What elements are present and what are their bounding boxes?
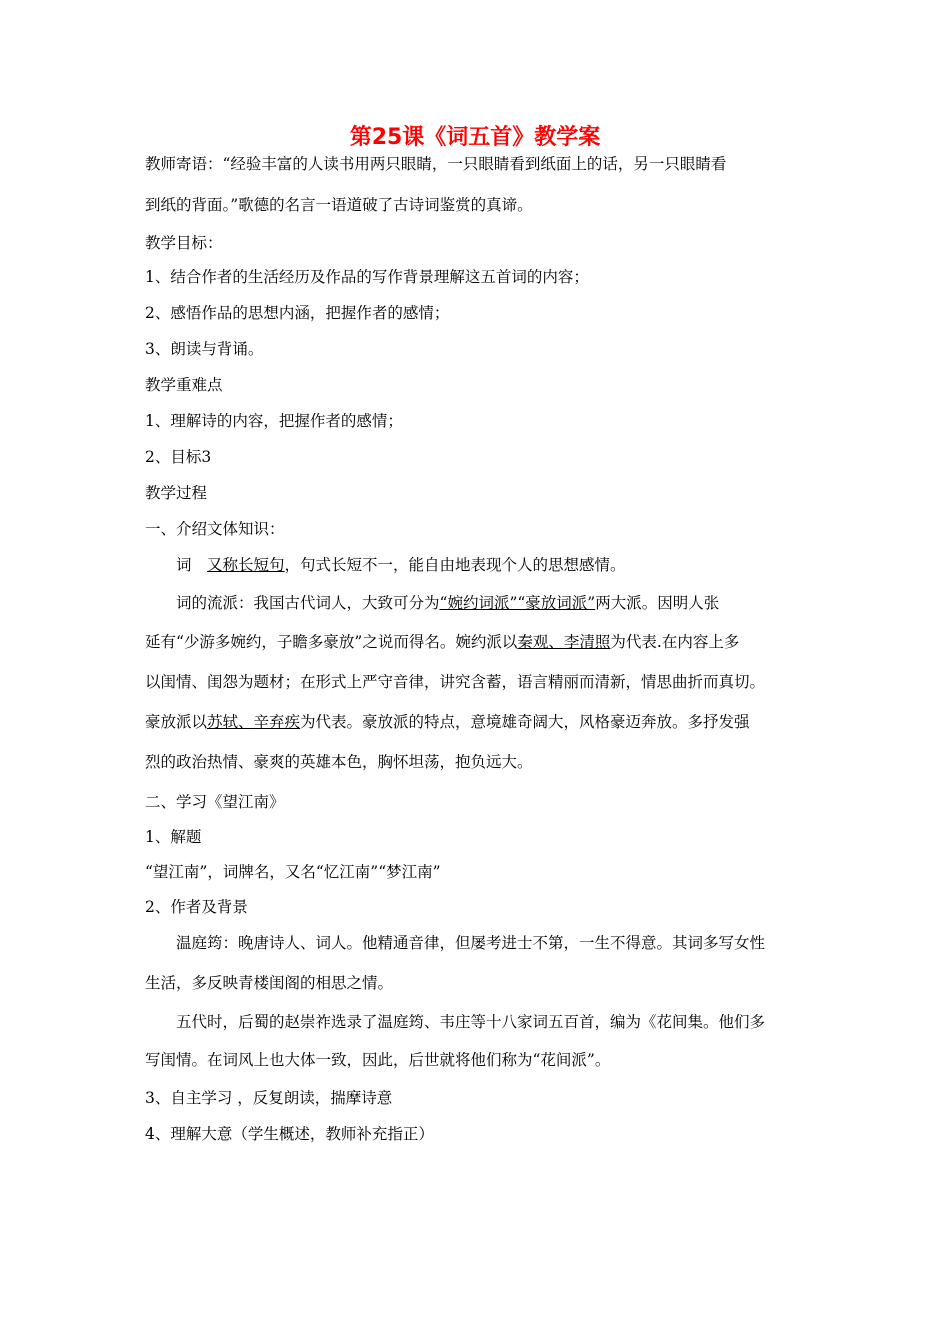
liupai-line-2 — [145, 632, 825, 652]
text-span: 词 — [176, 556, 208, 574]
text-line: “望江南”，词牌名，又名“忆江南”“梦江南” — [145, 863, 441, 881]
liupai-line-5: 烈的政治热情、豪爽的英雄本色，胸怀坦荡，抱负远大。 — [145, 753, 533, 771]
text-line: 4、理解大意（学生概述，教师补充指正） — [145, 1125, 434, 1143]
text-line: 3、自主学习 ，反复朗读，揣摩诗意 — [145, 1089, 393, 1107]
underlined-term: 又称长短句 — [207, 556, 285, 574]
text-line: 温庭筠：晚唐诗人、词人。他精通音律，但屡考进士不第，一生不得意。其词多写女性 — [176, 934, 766, 952]
text-line: 教学目标： — [145, 234, 223, 252]
liupai-line-4 — [145, 712, 825, 732]
underlined-term: 秦观、 — [517, 633, 564, 651]
text-line: 到纸的背面。”歌德的名言一语道破了古诗词鉴赏的真谛。 — [145, 196, 533, 214]
text-line: 2、目标3 — [145, 448, 212, 466]
text-line: 2、作者及背景 — [145, 898, 248, 916]
text-line: 1、结合作者的生活经历及作品的写作背景理解这五首词的内容； — [145, 268, 589, 286]
underlined-term: 辛弃疾 — [253, 713, 301, 731]
page-title: 第25课《词五首》教学案 — [349, 125, 601, 150]
text-line: 生活，多反映青楼闺阁的相思之情。 — [145, 974, 394, 992]
text-line: 教学重难点 — [145, 376, 223, 394]
text-span: 为代表。豪放派的特点，意境雄奇阔大，风格豪迈奔放。多抒发强 — [300, 713, 750, 731]
text-span: 延有“少游多婉约，子瞻多豪放”之说而得名。婉约派以 — [145, 633, 518, 651]
text-span: 豪放派以 — [145, 713, 208, 731]
text-line: 五代时，后蜀的赵崇祚选录了温庭筠、韦庄等十八家词五百首，编为《花间集。他们多 — [176, 1013, 766, 1031]
liupai-line-1 — [176, 593, 856, 613]
text-line: 1、解题 — [145, 828, 202, 846]
text-line: 教学过程 — [145, 484, 208, 502]
text-line: 写闺情。在词风上也大体一致，因此，后世就将他们称为“花间派”。 — [145, 1051, 611, 1069]
text-line: 1、理解诗的内容，把握作者的感情； — [145, 412, 403, 430]
text-span: 为代表.在内容上多 — [610, 633, 740, 651]
text-line: 一、介绍文体知识： — [145, 520, 285, 538]
text-span: 两大派。因明人张 — [595, 594, 720, 612]
underlined-term: 李清照 — [563, 633, 611, 651]
text-line: 教师寄语：“经验丰富的人读书用两只眼睛，一只眼睛看到纸面上的话，另一只眼睛看 — [145, 155, 727, 173]
underlined-term: “婉约词派”“豪放词派” — [439, 594, 596, 612]
text-span: ，句式长短不一，能自由地表现个人的思想感情。 — [284, 556, 626, 574]
underlined-term: 苏轼、 — [207, 713, 254, 731]
section-heading: 二、学习《望江南》 — [145, 793, 285, 811]
text-span: 词的流派：我国古代词人，大致可分为 — [176, 594, 440, 612]
liupai-line-3: 以闺情、闺怨为题材；在形式上严守音律，讲究含蓄，语言精丽而清新，情思曲折而真切。 — [145, 673, 766, 691]
text-line: 2、感悟作品的思想内涵，把握作者的感情； — [145, 304, 450, 322]
ci-definition — [176, 555, 856, 575]
text-line: 3、朗读与背诵。 — [145, 340, 264, 358]
